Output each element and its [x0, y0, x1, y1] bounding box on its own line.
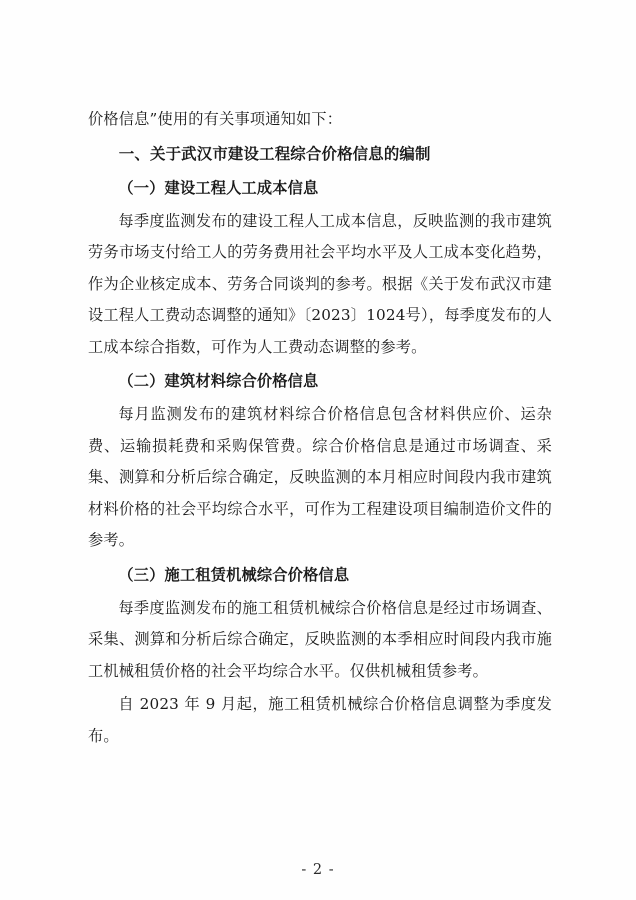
heading-section-1: 一、关于武汉市建设工程综合价格信息的编制: [118, 144, 431, 163]
paragraph-material-price: 每月监测发布的建筑材料综合价格信息包含材料供应价、运杂费、运输损耗费和采购保管费。综合价格信息是通过市场调查、采集、测算和分析后综合确定，反映监测的本月相应时间段内我市建筑材料价格的社会平均综合水平，可作为工程建设项目编制造价文件的参考。: [88, 405, 552, 549]
heading-subsection-machinery-price: （三）施工租赁机械综合价格信息: [118, 565, 350, 584]
paragraph-labor-cost: 每季度监测发布的建设工程人工成本信息，反映监测的我市建筑劳务市场支付给工人的劳务费用社会平均水平及人工成本变化趋势，作为企业核定成本、劳务合同谈判的参考。根据《关于发布武汉市建设工程人工费动态调整的通知》〔2023〕1024号），每季度发布的人工成本综合指数，可作为人工费动态调整的参考。: [88, 211, 552, 356]
document-body: [88, 104, 552, 754]
page-number: - 2 -: [301, 862, 335, 878]
page-footer: [0, 862, 636, 878]
paragraph-continuation: 价格信息”使用的有关事项通知如下：: [88, 110, 343, 128]
paragraph-machinery-price: 每季度监测发布的施工租赁机械综合价格信息是经过市场调查、采集、测算和分析后综合确定，反映监测的本季相应时间段内我市施工机械租赁价格的社会平均综合水平。仅供机械租赁参考。: [88, 598, 552, 680]
paragraph-machinery-schedule: 自 2023 年 9 月起，施工租赁机械综合价格信息调整为季度发布。: [88, 695, 552, 745]
heading-subsection-labor-cost: （一）建设工程人工成本信息: [118, 178, 319, 197]
heading-subsection-material-price: （二）建筑材料综合价格信息: [118, 372, 319, 390]
